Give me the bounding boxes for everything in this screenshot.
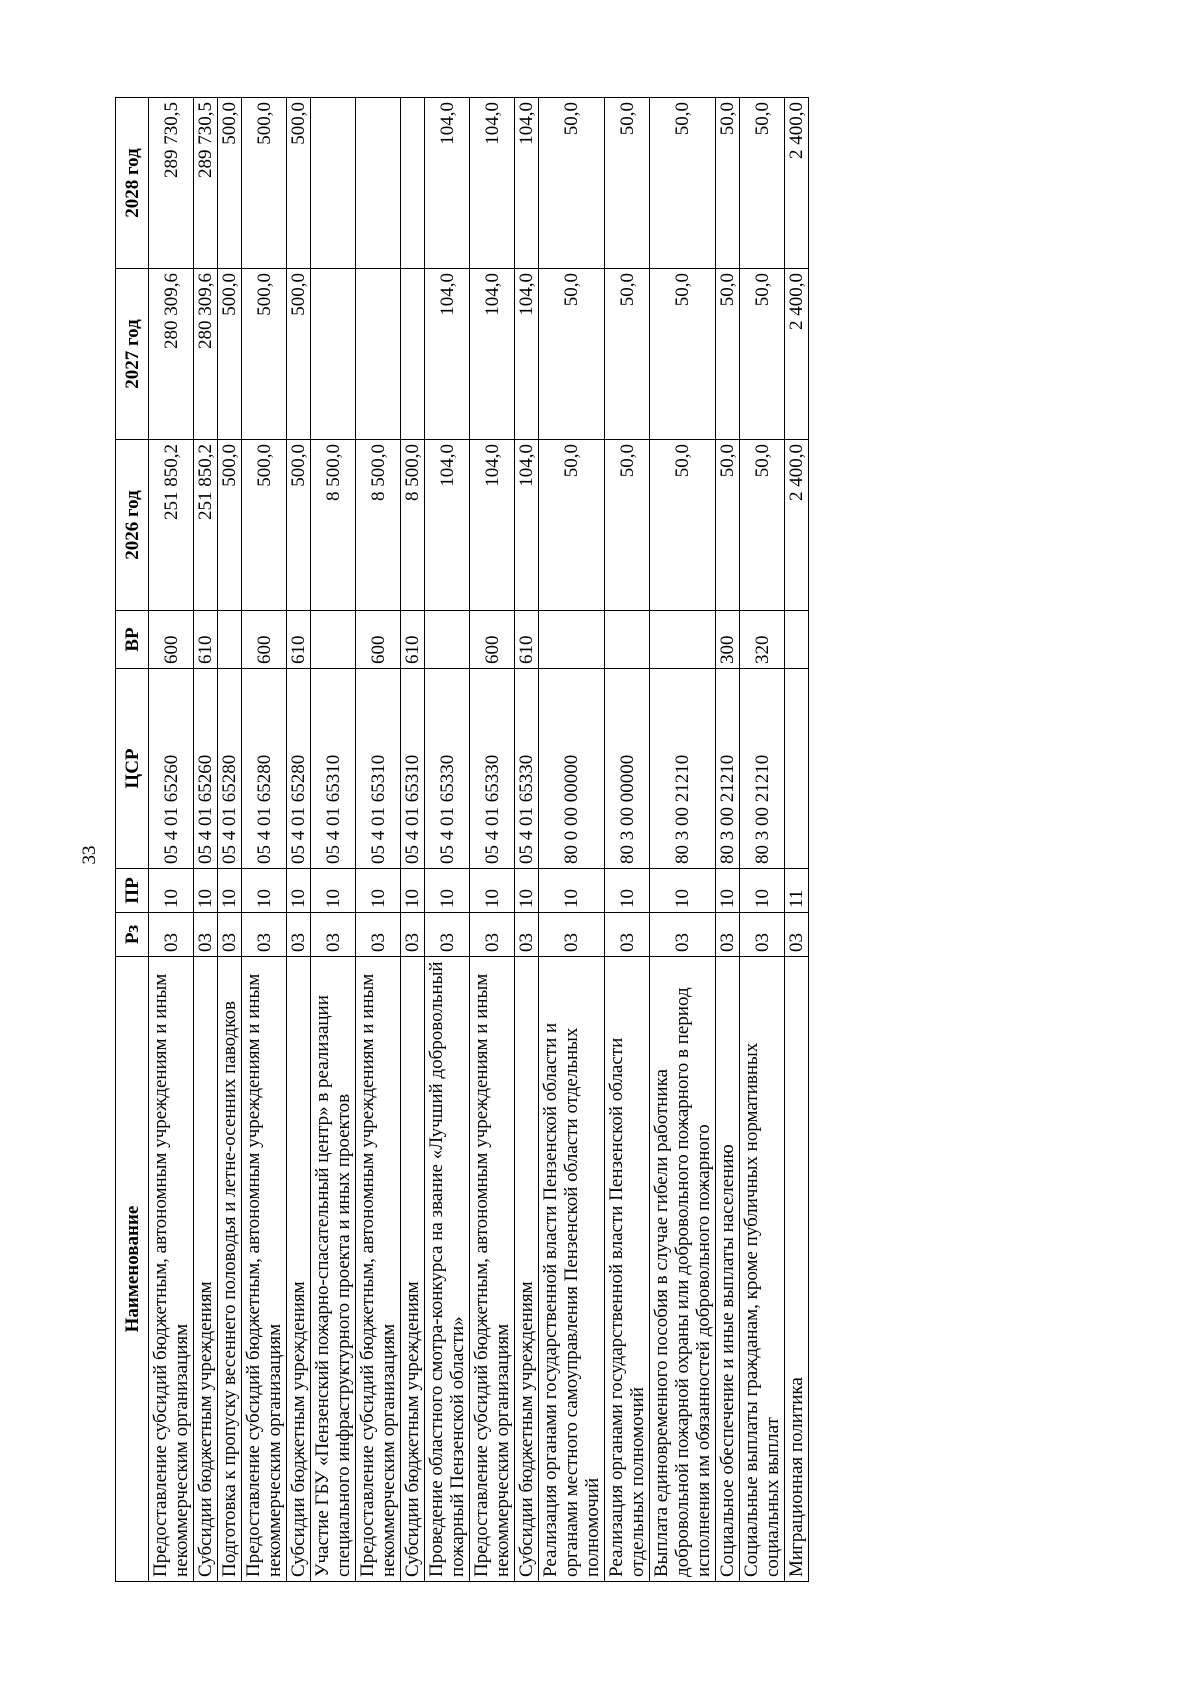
cell-rz: 03 [716,913,740,957]
cell-2027 [401,269,425,440]
cell-2028 [401,98,425,269]
cell-rz: 03 [740,913,785,957]
cell-rz: 03 [425,913,470,957]
cell-2027: 280 309,6 [149,269,194,440]
table-row [194,98,218,1582]
cell-rz: 03 [401,913,425,957]
cell-2027: 50,0 [650,269,716,440]
cell-2026: 2 400,0 [785,440,809,611]
cell-rz: 03 [218,913,242,957]
cell-vr: 610 [401,611,425,669]
cell-pr: 10 [605,869,650,913]
cell-2028: 500,0 [242,98,287,269]
table-row [287,98,311,1582]
cell-rz: 03 [149,913,194,957]
table-row [218,98,242,1582]
header-name: Наименование [116,957,149,1582]
cell-2028: 500,0 [287,98,311,269]
cell-2026: 8 500,0 [311,440,356,611]
cell-csr: 05 4 01 65330 [470,669,515,869]
cell-2027: 500,0 [287,269,311,440]
cell-pr: 10 [242,869,287,913]
table-row [740,98,785,1582]
cell-vr [425,611,470,669]
cell-vr [311,611,356,669]
header-2027: 2027 год [116,269,149,440]
cell-pr: 10 [194,869,218,913]
cell-name: Субсидии бюджетным учреждениям [194,957,218,1582]
cell-2027: 50,0 [716,269,740,440]
cell-pr: 10 [470,869,515,913]
cell-vr [650,611,716,669]
cell-2026: 50,0 [650,440,716,611]
cell-2028: 50,0 [716,98,740,269]
cell-2027: 104,0 [470,269,515,440]
cell-2027: 280 309,6 [194,269,218,440]
cell-vr: 320 [740,611,785,669]
cell-vr: 610 [194,611,218,669]
cell-2026: 500,0 [218,440,242,611]
cell-2027: 104,0 [425,269,470,440]
cell-2026: 104,0 [425,440,470,611]
cell-name: Предоставление субсидий бюджетным, автономным учреждениям и иным некоммерческим организациям [149,957,194,1582]
cell-csr: 05 4 01 65310 [356,669,401,869]
cell-2027: 500,0 [242,269,287,440]
cell-vr: 300 [716,611,740,669]
cell-rz: 03 [785,913,809,957]
cell-name: Субсидии бюджетным учреждениям [401,957,425,1582]
header-pr: ПР [116,869,149,913]
cell-2028 [311,98,356,269]
cell-2027: 104,0 [515,269,539,440]
cell-pr: 11 [785,869,809,913]
cell-vr: 600 [242,611,287,669]
cell-2026: 500,0 [242,440,287,611]
cell-csr: 05 4 01 65260 [194,669,218,869]
cell-pr: 10 [149,869,194,913]
cell-2028: 50,0 [605,98,650,269]
cell-name: Субсидии бюджетным учреждениям [287,957,311,1582]
cell-2028: 50,0 [539,98,605,269]
cell-name: Участие ГБУ «Пензенский пожарно-спасательный центр» в реализации специального инфраструктурного проекта и иных проектов [311,957,356,1582]
cell-rz: 03 [605,913,650,957]
cell-name: Проведение областного смотра-конкурса на звание «Лучший добровольный пожарный Пензенской области» [425,957,470,1582]
cell-2028: 500,0 [218,98,242,269]
cell-2026: 8 500,0 [356,440,401,611]
cell-name: Предоставление субсидий бюджетным, автономным учреждениям и иным некоммерческим организациям [242,957,287,1582]
cell-csr: 80 3 00 21210 [740,669,785,869]
cell-pr: 10 [515,869,539,913]
cell-2027: 50,0 [539,269,605,440]
cell-csr: 80 0 00 00000 [539,669,605,869]
table-row [539,98,605,1582]
cell-name: Предоставление субсидий бюджетным, автономным учреждениям и иным некоммерческим организациям [356,957,401,1582]
cell-2028: 104,0 [515,98,539,269]
cell-csr: 05 4 01 65330 [425,669,470,869]
cell-pr: 10 [356,869,401,913]
cell-pr: 10 [401,869,425,913]
cell-csr: 05 4 01 65260 [149,669,194,869]
cell-rz: 03 [539,913,605,957]
cell-2028: 104,0 [470,98,515,269]
table-row [515,98,539,1582]
cell-name: Выплата единовременного пособия в случае гибели работника добровольной пожарной охраны или добровольного пожарного в период исполнения им обязанностей добровольного пожарного [650,957,716,1582]
cell-2026: 50,0 [740,440,785,611]
header-2026: 2026 год [116,440,149,611]
header-2028: 2028 год [116,98,149,269]
cell-2026: 251 850,2 [149,440,194,611]
header-vr: ВР [116,611,149,669]
cell-csr: 05 4 01 65330 [515,669,539,869]
table-row [149,98,194,1582]
cell-pr: 10 [650,869,716,913]
cell-rz: 03 [194,913,218,957]
cell-rz: 03 [287,913,311,957]
table-row [785,98,809,1582]
table-row [242,98,287,1582]
cell-pr: 10 [311,869,356,913]
cell-csr: 05 4 01 65280 [218,669,242,869]
cell-csr: 05 4 01 65310 [401,669,425,869]
cell-vr: 600 [470,611,515,669]
cell-pr: 10 [287,869,311,913]
cell-2026: 50,0 [539,440,605,611]
cell-2026: 251 850,2 [194,440,218,611]
cell-csr: 05 4 01 65280 [287,669,311,869]
cell-2026: 104,0 [470,440,515,611]
cell-2026: 50,0 [605,440,650,611]
cell-name: Миграционная политика [785,957,809,1582]
cell-2028: 104,0 [425,98,470,269]
cell-pr: 10 [218,869,242,913]
table-row [425,98,470,1582]
cell-2028: 50,0 [650,98,716,269]
cell-rz: 03 [470,913,515,957]
cell-2028: 2 400,0 [785,98,809,269]
table-row [356,98,401,1582]
cell-vr: 600 [149,611,194,669]
cell-2028: 50,0 [740,98,785,269]
cell-csr: 80 3 00 21210 [716,669,740,869]
cell-rz: 03 [515,913,539,957]
cell-name: Предоставление субсидий бюджетным, автономным учреждениям и иным некоммерческим организациям [470,957,515,1582]
cell-vr: 610 [515,611,539,669]
cell-2028: 289 730,5 [149,98,194,269]
header-csr: ЦСР [116,669,149,869]
cell-2027: 2 400,0 [785,269,809,440]
cell-pr: 10 [425,869,470,913]
cell-pr: 10 [740,869,785,913]
table-header-row [116,98,149,1582]
cell-rz: 03 [242,913,287,957]
cell-csr: 80 3 00 21210 [650,669,716,869]
page-number: 33 [79,845,100,865]
cell-2027: 50,0 [740,269,785,440]
budget-table-rotated [115,98,1069,1582]
cell-name: Социальные выплаты гражданам, кроме публичных нормативных социальных выплат [740,957,785,1582]
cell-2027 [356,269,401,440]
cell-name: Реализация органами государственной власти Пензенской области отдельных полномочий [605,957,650,1582]
table-row [311,98,356,1582]
cell-2026: 8 500,0 [401,440,425,611]
cell-csr: 05 4 01 65280 [242,669,287,869]
header-rz: Рз [116,913,149,957]
cell-vr [539,611,605,669]
cell-vr: 600 [356,611,401,669]
cell-2028 [356,98,401,269]
cell-vr [605,611,650,669]
cell-vr [218,611,242,669]
cell-vr [785,611,809,669]
cell-pr: 10 [539,869,605,913]
cell-name: Подготовка к пропуску весеннего половодья и летне-осенних паводков [218,957,242,1582]
cell-2026: 104,0 [515,440,539,611]
cell-2027: 500,0 [218,269,242,440]
cell-rz: 03 [650,913,716,957]
cell-name: Реализация органами государственной власти Пензенской области и органами местного самоуправления Пензенской области отдельных полномочий [539,957,605,1582]
cell-rz: 03 [356,913,401,957]
cell-2028: 289 730,5 [194,98,218,269]
cell-2027 [311,269,356,440]
cell-pr: 10 [716,869,740,913]
cell-csr: 05 4 01 65310 [311,669,356,869]
cell-name: Субсидии бюджетным учреждениям [515,957,539,1582]
table-row [716,98,740,1582]
cell-csr: 80 3 00 00000 [605,669,650,869]
cell-rz: 03 [311,913,356,957]
cell-vr: 610 [287,611,311,669]
cell-2026: 50,0 [716,440,740,611]
cell-2027: 50,0 [605,269,650,440]
cell-csr [785,669,809,869]
table-row [650,98,716,1582]
table-row [401,98,425,1582]
budget-table [115,97,809,1582]
table-row [470,98,515,1582]
cell-name: Социальное обеспечение и иные выплаты населению [716,957,740,1582]
table-row [605,98,650,1582]
cell-2026: 500,0 [287,440,311,611]
